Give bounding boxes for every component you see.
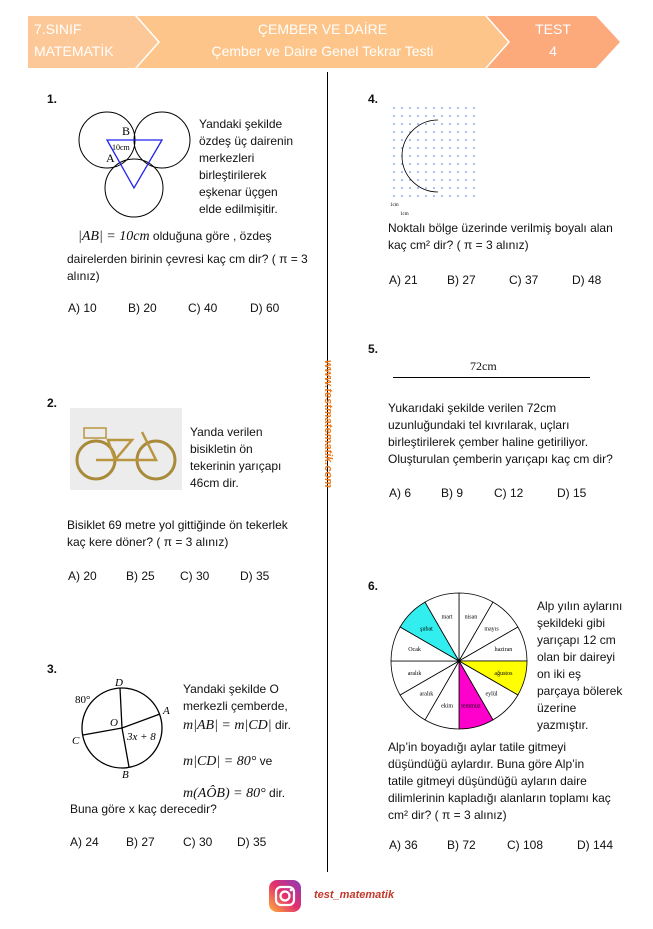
grid-dot xyxy=(433,155,435,157)
pie-label: şubat xyxy=(420,626,433,633)
q3-formula-3: m(AÔB) = 80° dir. xyxy=(183,786,286,801)
grid-dot xyxy=(473,139,475,141)
pie-label: eylül xyxy=(485,691,498,698)
grid-dot xyxy=(409,171,411,173)
grid-dot xyxy=(473,131,475,133)
grid-dot xyxy=(417,139,419,141)
q5-option-b[interactable]: B) 9 xyxy=(441,486,464,500)
q4-question: Noktalı bölge üzerinde verilmiş boyalı alan kaç cm² dir? ( π = 3 alınız) xyxy=(388,221,613,252)
q5-answers xyxy=(389,486,586,500)
grid-dot xyxy=(401,139,403,141)
grid-dot xyxy=(425,155,427,157)
grid-dot xyxy=(401,131,403,133)
grid-dot xyxy=(393,171,395,173)
q5-length-label: 72cm xyxy=(470,359,497,373)
grid-dot xyxy=(457,123,459,125)
grid-dot xyxy=(441,123,443,125)
q2-answers xyxy=(68,569,269,583)
svg-text:1cm: 1cm xyxy=(400,212,409,217)
q1-answers xyxy=(68,301,279,315)
svg-text:A: A xyxy=(106,151,115,165)
grid-dot xyxy=(409,107,411,109)
svg-text:B: B xyxy=(122,124,131,138)
svg-text:3x + 8: 3x + 8 xyxy=(127,731,156,743)
pie-label: ağustos xyxy=(494,670,513,677)
grid-dot xyxy=(393,131,395,133)
grid-dot xyxy=(393,179,395,181)
grid-dot xyxy=(409,163,411,165)
grid-dot xyxy=(417,155,419,157)
grid-dot xyxy=(433,171,435,173)
grid-dot xyxy=(457,171,459,173)
footer-handle[interactable]: test_matematik xyxy=(314,889,395,901)
grid-dot xyxy=(401,115,403,117)
grid-dot xyxy=(393,123,395,125)
q3-formula-1: m|AB| = m|CD| dir. xyxy=(183,718,291,733)
grid-dot xyxy=(457,187,459,189)
grid-dot xyxy=(441,107,443,109)
grid-dot xyxy=(409,155,411,157)
grid-dot xyxy=(401,123,403,125)
grid-dot xyxy=(433,115,435,117)
q5-option-d[interactable]: D) 15 xyxy=(557,486,587,500)
grid-dot xyxy=(473,107,475,109)
pie-label: nisan xyxy=(464,614,478,621)
q4-number: 4. xyxy=(368,92,379,106)
grid-dot xyxy=(449,107,451,109)
grid-dot xyxy=(393,147,395,149)
grid-dot xyxy=(393,187,395,189)
grid-dot xyxy=(393,195,395,197)
grid-dot xyxy=(393,163,395,165)
grid-dot xyxy=(409,123,411,125)
grid-dot xyxy=(473,123,475,125)
grid-dot xyxy=(457,139,459,141)
grid-dot xyxy=(473,171,475,173)
q3-option-a[interactable]: A) 24 xyxy=(70,835,99,849)
q5-option-a[interactable]: A) 6 xyxy=(389,486,412,500)
grid-dot xyxy=(449,163,451,165)
q1-option-b[interactable]: B) 20 xyxy=(128,301,157,315)
grid-dot xyxy=(393,139,395,141)
grid-dot xyxy=(401,171,403,173)
grid-dot xyxy=(449,195,451,197)
bicycle-image xyxy=(70,408,182,490)
grid-dot xyxy=(457,155,459,157)
grid-dot xyxy=(465,123,467,125)
grid-dot xyxy=(425,139,427,141)
q1-option-a[interactable]: A) 10 xyxy=(68,301,97,315)
grid-dot xyxy=(441,163,443,165)
q2-side-text: Yanda verilen bisikletin ön tekerinin yarıçapı 46cm dir. xyxy=(190,425,282,490)
q3-option-b[interactable]: B) 27 xyxy=(126,835,155,849)
grid-dot xyxy=(465,163,467,165)
grid-dot xyxy=(417,107,419,109)
q3-question: Buna göre x kaç derecedir? xyxy=(70,802,217,816)
q5-question: Yukarıdaki şekilde verilen 72cm uzunluğundaki tel kıvrılarak, uçları birleştirilerek çember haline getiriliyor. Oluşturulan çemberin yarıçapı kaç cm dir? xyxy=(388,401,613,466)
grid-dot xyxy=(417,115,419,117)
instagram-icon[interactable] xyxy=(268,879,302,913)
grid-dot xyxy=(433,163,435,165)
q2-option-c[interactable]: C) 30 xyxy=(180,569,210,583)
grid-dot xyxy=(433,187,435,189)
grid-dot xyxy=(457,115,459,117)
grid-dot xyxy=(465,155,467,157)
grid-dot xyxy=(449,139,451,141)
grid-dot xyxy=(465,115,467,117)
grid-dot xyxy=(393,107,395,109)
svg-text:O: O xyxy=(110,717,118,729)
grid-dot xyxy=(417,179,419,181)
svg-text:C: C xyxy=(72,735,80,747)
grid-dot xyxy=(457,147,459,149)
grid-dot xyxy=(465,107,467,109)
header-topic: ÇEMBER VE DAİRE xyxy=(257,21,388,37)
grid-dot xyxy=(473,195,475,197)
grid-dot xyxy=(417,171,419,173)
q1-question: dairelerden birinin çevresi kaç cm dir? ( π = 3 alınız) xyxy=(67,252,308,283)
grid-dot xyxy=(441,179,443,181)
watermark: www.testmatematik.com xyxy=(322,360,334,488)
q3-answers xyxy=(70,835,266,849)
grid-dot xyxy=(465,195,467,197)
grid-dot xyxy=(417,163,419,165)
grid-dot xyxy=(417,131,419,133)
svg-text:1cm: 1cm xyxy=(390,203,399,208)
svg-text:D: D xyxy=(115,678,123,689)
grid-dot xyxy=(433,195,435,197)
wire-line xyxy=(393,377,590,378)
grid-dot xyxy=(441,171,443,173)
q4-option-b[interactable]: B) 27 xyxy=(447,273,476,287)
grid-dot xyxy=(441,195,443,197)
q2-option-b[interactable]: B) 25 xyxy=(126,569,155,583)
grid-dot xyxy=(457,107,459,109)
grid-dot xyxy=(473,155,475,157)
q4-dotted-crescent-figure xyxy=(388,104,478,219)
q4-answers xyxy=(389,273,601,287)
header-test-label: TEST xyxy=(535,21,571,37)
q4-option-a[interactable]: A) 21 xyxy=(389,273,418,287)
grid-dot xyxy=(433,123,435,125)
grid-dot xyxy=(401,195,403,197)
grid-dot xyxy=(433,147,435,149)
q6-option-b[interactable]: B) 72 xyxy=(447,838,476,852)
grid-dot xyxy=(473,115,475,117)
q2-option-a[interactable]: A) 20 xyxy=(68,569,97,583)
header-subject: MATEMATİK xyxy=(34,43,114,59)
grid-dot xyxy=(465,139,467,141)
grid-dot xyxy=(449,187,451,189)
grid-dot xyxy=(425,187,427,189)
svg-text:A: A xyxy=(163,705,170,717)
pie-label: temmuz xyxy=(461,703,481,710)
q6-answers xyxy=(389,838,613,852)
q1-side-text: Yandaki şekilde özdeş üç dairenin merkezleri birleştirilerek eşkenar üçgen elde edilmişitir. xyxy=(199,117,294,216)
grid-dot xyxy=(393,115,395,117)
grid-dot xyxy=(449,171,451,173)
q1-formula-line: |AB| = 10cm olduğuna göre , özdeş xyxy=(78,229,272,244)
grid-dot xyxy=(465,147,467,149)
grid-dot xyxy=(425,179,427,181)
pie-label: Ocak xyxy=(408,647,421,654)
grid-dot xyxy=(465,187,467,189)
grid-dot xyxy=(449,155,451,157)
grid-dot xyxy=(417,195,419,197)
grid-dot xyxy=(417,147,419,149)
grid-dot xyxy=(433,179,435,181)
header-title: Çember ve Daire Genel Tekrar Testi xyxy=(211,43,434,59)
svg-text:80°: 80° xyxy=(75,694,91,706)
grid-dot xyxy=(473,147,475,149)
q3-option-d[interactable]: D) 35 xyxy=(237,835,267,849)
q1-option-c[interactable]: C) 40 xyxy=(188,301,218,315)
grid-dot xyxy=(425,171,427,173)
grid-dot xyxy=(433,139,435,141)
grid-dot xyxy=(441,139,443,141)
grid-dot xyxy=(409,147,411,149)
header-test-number: 4 xyxy=(549,43,557,59)
grid-dot xyxy=(449,115,451,117)
q4-option-c[interactable]: C) 37 xyxy=(509,273,539,287)
grid-dot xyxy=(441,155,443,157)
grid-dot xyxy=(401,187,403,189)
header-grade: 7.SINIF xyxy=(34,21,82,37)
grid-dot xyxy=(393,155,395,157)
grid-dot xyxy=(449,147,451,149)
grid-dot xyxy=(473,163,475,165)
grid-dot xyxy=(425,131,427,133)
grid-dot xyxy=(457,163,459,165)
q5-number: 5. xyxy=(368,342,379,356)
grid-dot xyxy=(409,115,411,117)
q6-option-a[interactable]: A) 36 xyxy=(389,838,418,852)
grid-dot xyxy=(441,147,443,149)
grid-dot xyxy=(425,107,427,109)
svg-text:10cm: 10cm xyxy=(112,143,130,152)
grid-dot xyxy=(425,147,427,149)
grid-dot xyxy=(425,195,427,197)
grid-dot xyxy=(457,131,459,133)
q1-number: 1. xyxy=(47,92,58,106)
q6-side-text: Alp yılın aylarını şekildeki gibi yarıçapı 12 cm olan bir daireyi on iki eş parçaya bölerek üzerine yazmıştır. xyxy=(537,599,623,732)
grid-dot xyxy=(449,179,451,181)
pie-label: mayıs xyxy=(484,626,499,633)
grid-dot xyxy=(441,131,443,133)
grid-dot xyxy=(465,131,467,133)
grid-dot xyxy=(409,187,411,189)
grid-dot xyxy=(457,195,459,197)
grid-dot xyxy=(473,187,475,189)
q3-formula-2: m|CD| = 80° ve xyxy=(183,754,273,769)
grid-dot xyxy=(433,131,435,133)
q5-option-c[interactable]: C) 12 xyxy=(494,486,524,500)
grid-dot xyxy=(441,115,443,117)
grid-dot xyxy=(425,163,427,165)
q2-option-d[interactable]: D) 35 xyxy=(240,569,270,583)
grid-dot xyxy=(417,187,419,189)
q3-number: 3. xyxy=(47,662,58,676)
pie-label: ekim xyxy=(441,703,454,710)
q2-question: Bisiklet 69 metre yol gittiğinde ön tekerlek kaç kere döner? ( π = 3 alınız) xyxy=(67,518,288,549)
pie-label: aralık xyxy=(419,691,434,698)
grid-dot xyxy=(465,171,467,173)
grid-dot xyxy=(449,131,451,133)
grid-dot xyxy=(417,123,419,125)
grid-dot xyxy=(473,179,475,181)
q6-option-d[interactable]: D) 144 xyxy=(577,838,614,852)
pie-label: mart xyxy=(441,614,453,621)
grid-dot xyxy=(433,107,435,109)
q2-number: 2. xyxy=(47,396,58,410)
grid-dot xyxy=(401,179,403,181)
months-pie-figure xyxy=(388,590,530,732)
pie-label: aralık xyxy=(407,670,422,677)
grid-dot xyxy=(409,195,411,197)
q3-side-text: Yandaki şekilde O merkezli çemberde, xyxy=(183,682,288,713)
grid-dot xyxy=(425,123,427,125)
pie-label: haziran xyxy=(494,647,513,654)
q4-option-d[interactable]: D) 48 xyxy=(572,273,602,287)
grid-dot xyxy=(441,187,443,189)
q3-option-c[interactable]: C) 30 xyxy=(183,835,213,849)
svg-text:B: B xyxy=(122,769,129,781)
q6-number: 6. xyxy=(368,579,379,593)
grid-dot xyxy=(409,139,411,141)
grid-dot xyxy=(457,179,459,181)
q1-option-d[interactable]: D) 60 xyxy=(250,301,280,315)
grid-dot xyxy=(425,115,427,117)
grid-dot xyxy=(465,179,467,181)
grid-dot xyxy=(401,107,403,109)
q6-option-c[interactable]: C) 108 xyxy=(507,838,544,852)
q3-circle-figure xyxy=(70,678,180,783)
q6-question: Alp’in boyadığı aylar tatile gitmeyi düşündüğü aylardır. Buna göre Alp’in tatile gitmeyi düşündüğü ayların daire dilimlerinin kapladığı alanların toplamı kaç cm² dir? ( π = 3 alınız) xyxy=(388,740,611,822)
grid-dot xyxy=(449,123,451,125)
